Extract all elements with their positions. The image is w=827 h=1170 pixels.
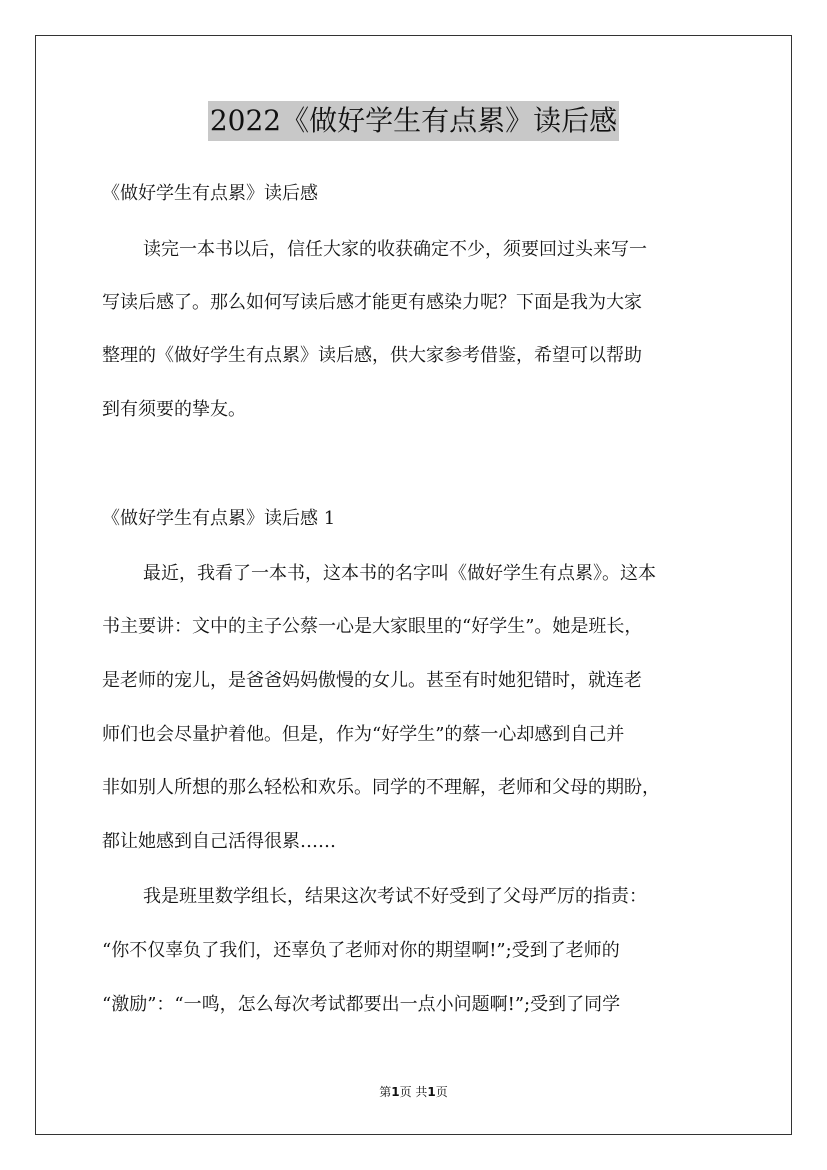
page-footer	[0, 1084, 827, 1100]
intro-line: 整理的《做好学生有点累》读后感，供大家参考借鉴，希望可以帮助	[102, 345, 642, 366]
footer-page-total: 1	[427, 1085, 436, 1099]
paragraph-line: 最近，我看了一本书，这本书的名字叫《做好学生有点累》。这本	[143, 563, 656, 584]
paragraph-line: 非如别人所想的那么轻松和欢乐。同学的不理解，老师和父母的期盼，	[102, 777, 660, 798]
intro-line: 读完一本书以后，信任大家的收获确定不少，须要回过头来写一	[143, 239, 647, 260]
paragraph-line: 是老师的宠儿，是爸爸妈妈傲慢的女儿。甚至有时她犯错时，就连老	[102, 670, 642, 691]
footer-page-prefix: 第	[379, 1085, 392, 1099]
footer-page-mid: 页 共	[399, 1085, 428, 1099]
document-title: 2022《做好学生有点累》读后感	[208, 101, 619, 141]
paragraph-line: 师们也会尽量护着他。但是，作为“好学生”的蔡一心却感到自己并	[102, 724, 625, 745]
paragraph-line: 都让她感到自己活得很累……	[102, 831, 336, 852]
paragraph-line: “激励”：“一鸣，怎么每次考试都要出一点小问题啊!”;受到了同学	[102, 994, 621, 1015]
document-subtitle: 《做好学生有点累》读后感	[102, 183, 318, 204]
footer-page-number: 1	[391, 1085, 400, 1099]
footer-page-suffix: 页	[435, 1085, 448, 1099]
paragraph-line: “你不仅辜负了我们，还辜负了老师对你的期望啊!”;受到了老师的	[102, 940, 620, 961]
title-container	[0, 101, 827, 141]
section-heading: 《做好学生有点累》读后感 1	[102, 508, 336, 529]
intro-line: 写读后感了。那么如何写读后感才能更有感染力呢？下面是我为大家	[102, 292, 642, 313]
paragraph-line: 书主要讲：文中的主子公蔡一心是大家眼里的“好学生”。她是班长，	[102, 616, 643, 637]
intro-line: 到有须要的挚友。	[102, 399, 246, 420]
paragraph-line: 我是班里数学组长，结果这次考试不好受到了父母严厉的指责：	[143, 886, 647, 907]
